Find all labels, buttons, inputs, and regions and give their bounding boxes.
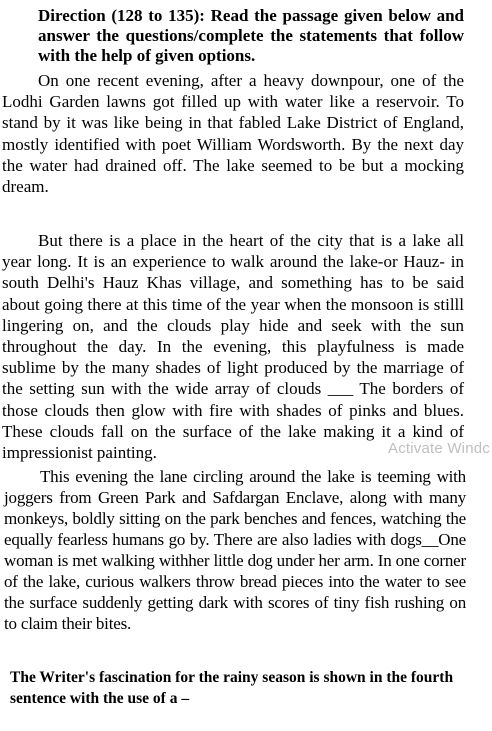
direction-heading	[2, 6, 464, 66]
passage-paragraph-3	[4, 466, 466, 634]
activate-windows-watermark: Activate Windc	[388, 440, 490, 457]
passage-paragraph-3-text: This evening the lane circling around the lake is teeming with joggers from Green Park and Safdargan Enclave, along with many monkeys, boldly sitting on the park benches and fences, watching the equally fearless humans go by. There are also ladies with dogs__One woman is met walking withher little dog under her arm. In one corner of the lake, curious walkers throw bread pieces into the water to see the surface suddenly getting dark with scores of tiny fish rushing on to claim their bites.	[4, 467, 466, 633]
direction-text: Direction (128 to 135): Read the passage given below and answer the questions/complete the statements that follow with the help of given options.	[38, 6, 464, 65]
question-stem: The Writer's fascination for the rainy season is shown in the fourth sentence with the use of a –	[10, 669, 454, 707]
passage-paragraph-1: On one recent evening, after a heavy downpour, one of the Lodhi Garden lawns got filled up with water like a reservoir. To stand by it was like being in that fabled Lake District of England, mostly identified with poet William Wordsworth. By the next day the water had drained off. The lake seemed to be but a mocking dream.	[2, 71, 464, 197]
passage-paragraph-2: But there is a place in the heart of the city that is a lake all year long. It is an experience to walk around the lake-or Hauz- in south Delhi's Hauz Khas village, and something has to be said about going there at this time of the year when the monsoon is stilll lingering on, and the clouds play hide and seek with the sun throughout the day. In the evening, this playfulness is made sublime by the many shades of light produced by the marriage of the setting sun with the wide array of clouds ___ The borders of those clouds then glow with fire with shades of pinks and blues. These clouds fall on the surface of the lake making it a kind of impressionist painting.	[2, 231, 464, 463]
